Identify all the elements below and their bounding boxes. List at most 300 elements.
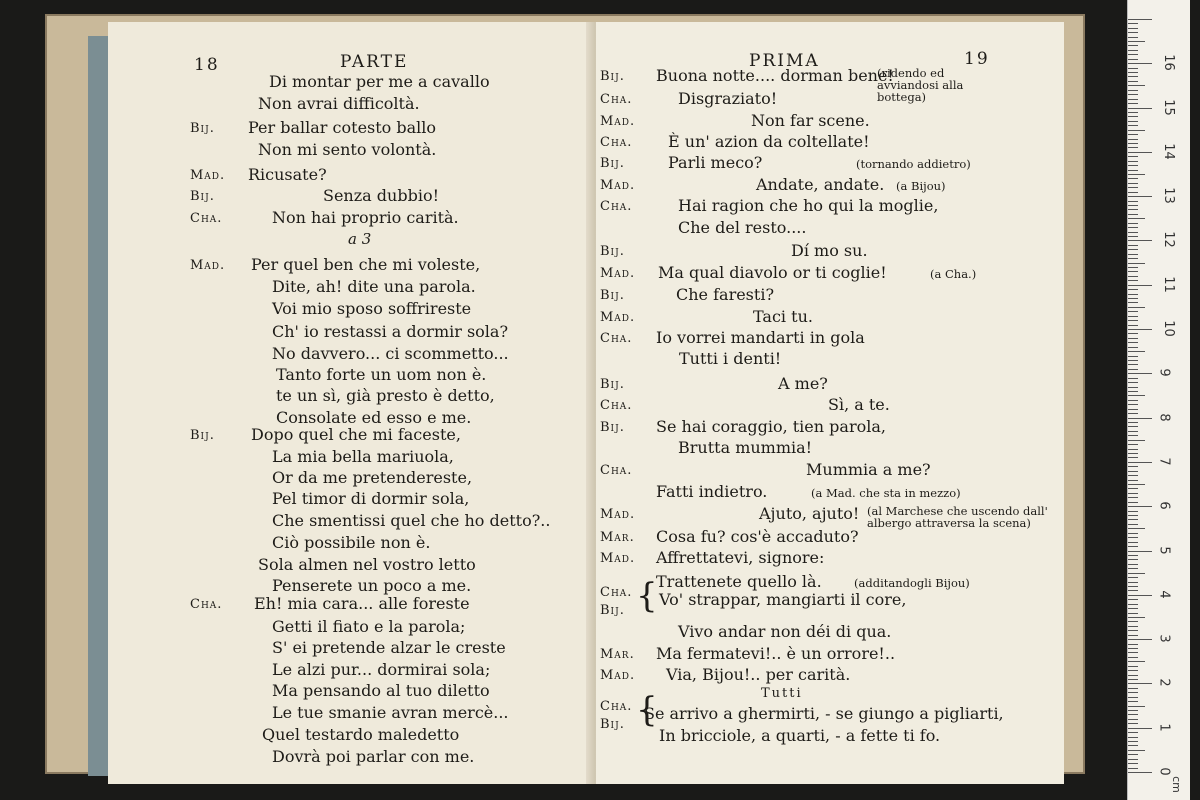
ruler-number: 7 (1156, 457, 1172, 466)
speaker-label: Cha. (600, 585, 633, 600)
verse-line: No davvero... ci scommetto... (272, 344, 509, 363)
ruler-tick (1128, 395, 1145, 396)
verse-line: Eh! mia cara... alle foreste (254, 594, 470, 613)
ruler-tick (1128, 515, 1138, 516)
ruler-tick (1128, 595, 1152, 596)
verse-line: Dopo quel che mi faceste, (251, 425, 461, 444)
speaker-label: Mad. (600, 266, 636, 281)
speaker-label: Mad. (600, 114, 636, 129)
ruler-tick (1128, 329, 1152, 330)
ruler-tick (1128, 378, 1138, 379)
ruler-tick (1128, 130, 1145, 131)
ruler-tick (1128, 54, 1138, 55)
ruler-tick (1128, 121, 1138, 122)
ruler-tick (1128, 511, 1138, 512)
ruler-tick (1128, 661, 1145, 662)
speaker-label: Mad. (600, 310, 636, 325)
ruler-tick (1128, 484, 1145, 485)
verse-line: Via, Bijou!.. per carità. (666, 665, 851, 684)
speaker-label: Mad. (190, 168, 226, 183)
ruler-tick (1128, 413, 1138, 414)
verse-line: Brutta mummia! (678, 438, 813, 457)
ruler-tick (1128, 546, 1138, 547)
ruler-tick (1128, 249, 1138, 250)
verse-line: Ma fermatevi!.. è un orrore!.. (656, 644, 896, 663)
speaker-label: Cha. (190, 211, 223, 226)
ruler-tick (1128, 28, 1138, 29)
ruler-tick (1128, 670, 1138, 671)
ruler-tick (1128, 289, 1138, 290)
verse-line: Vivo andar non déi di qua. (678, 622, 892, 641)
ruler-tick (1128, 254, 1138, 255)
book-spine-edge (88, 36, 110, 776)
ruler-tick (1128, 426, 1138, 427)
speaker-label: Cha. (600, 135, 633, 150)
stage-direction: (additandogli Bijou) (854, 576, 970, 590)
ruler-tick (1128, 165, 1138, 166)
ruler-tick (1128, 267, 1138, 268)
ruler-tick (1128, 94, 1138, 95)
ruler-tick (1128, 692, 1138, 693)
ruler-number: 16 (1160, 54, 1176, 71)
ruler-tick (1128, 72, 1138, 73)
speaker-label: Cha. (600, 463, 633, 478)
ruler-tick (1128, 626, 1138, 627)
ruler-number: 11 (1160, 275, 1176, 293)
ruler-tick (1128, 218, 1145, 219)
ruler-tick (1128, 728, 1152, 729)
speaker-label: Bij. (600, 69, 625, 84)
verse-line: Pel timor di dormir sola, (272, 489, 470, 508)
verse-line: Consolate ed esso e me. (276, 408, 472, 427)
ruler-tick (1128, 364, 1138, 365)
speaker-label: Bij. (600, 156, 625, 171)
ruler-tick (1128, 741, 1138, 742)
ruler-tick (1128, 555, 1138, 556)
stage-direction: (a Cha.) (930, 267, 977, 281)
stage-direction: (a Bijou) (896, 179, 946, 193)
speaker-label: Mad. (600, 551, 636, 566)
speaker-label: Bij. (600, 603, 625, 618)
ruler-tick (1128, 209, 1138, 210)
ruler-number: 14 (1160, 143, 1176, 160)
ruler-tick (1128, 311, 1138, 312)
ruler-tick (1128, 356, 1138, 357)
ruler-tick (1128, 444, 1138, 445)
ruler-tick (1128, 488, 1138, 489)
verse-line: Andate, andate. (756, 175, 885, 194)
verse-line: Buona notte.... dorman bene! (656, 66, 894, 85)
verse-line: Or da me pretendereste, (272, 468, 473, 487)
verse-line: A me? (778, 374, 828, 393)
verse-line: te un sì, già presto è detto, (276, 386, 495, 405)
ruler-tick (1128, 524, 1138, 525)
verse-line: Non mi sento volontà. (258, 140, 437, 159)
ruler-tick (1128, 227, 1138, 228)
ruler-tick (1128, 675, 1138, 676)
verse-line: Le alzi pur... dormirai sola; (272, 660, 491, 679)
verse-line: Di montar per me a cavallo (269, 72, 490, 91)
ruler-tick (1128, 542, 1138, 543)
ruler-tick (1128, 732, 1138, 733)
ruler-number: 8 (1156, 412, 1172, 422)
speaker-label: Mad. (600, 178, 636, 193)
verse-line: Dovrà poi parlar con me. (272, 747, 475, 766)
verse-line: S' ei pretende alzar le creste (272, 638, 506, 657)
speaker-label: Bij. (600, 420, 625, 435)
ruler-tick (1128, 223, 1138, 224)
ruler-tick (1128, 568, 1138, 569)
verse-line: È un' azion da coltellate! (668, 132, 870, 151)
ruler-tick (1128, 466, 1138, 467)
ruler-tick (1128, 772, 1152, 773)
verse-line: Ciò possibile non è. (272, 533, 431, 552)
verse-line: Ch' io restassi a dormir sola? (272, 322, 509, 341)
ruler-tick (1128, 440, 1145, 441)
ruler-tick (1128, 657, 1138, 658)
ruler-tick (1128, 431, 1138, 432)
ruler-tick (1128, 276, 1138, 277)
ruler-tick (1128, 763, 1138, 764)
ruler-tick (1128, 604, 1138, 605)
left-page-number: 18 (194, 55, 220, 75)
ruler-tick (1128, 63, 1152, 64)
ruler-tick (1128, 50, 1138, 51)
ruler-tick (1128, 161, 1138, 162)
ruler-tick (1128, 639, 1152, 640)
ruler-tick (1128, 391, 1138, 392)
left-running-head: PARTE (340, 52, 409, 72)
speaker-label: Mad. (600, 668, 636, 683)
ruler-tick (1128, 347, 1138, 348)
right-running-head: PRIMA (749, 51, 820, 71)
ruler-tick (1128, 196, 1152, 197)
right-page-number: 19 (964, 49, 990, 69)
ruler-tick (1128, 462, 1152, 463)
ruler-tick (1128, 480, 1138, 481)
ruler-tick (1128, 630, 1138, 631)
ruler-tick (1128, 68, 1138, 69)
ruler-tick (1128, 608, 1138, 609)
stage-direction: (al Marchese che uscendo dall' albergo attraversa la scena) (867, 504, 1048, 530)
ruler-tick (1128, 449, 1138, 450)
ruler-tick (1128, 170, 1138, 171)
ruler-tick (1128, 586, 1138, 587)
ruler-tick (1128, 688, 1138, 689)
ruler-tick (1128, 271, 1138, 272)
stage-direction: (ridendo ed avviandosi alla bottega) (877, 66, 964, 104)
ruler-tick (1128, 342, 1138, 343)
ruler-tick (1128, 382, 1138, 383)
speaker-label: Cha. (600, 699, 633, 714)
speaker-label: Mar. (600, 647, 635, 662)
ruler-tick (1128, 316, 1138, 317)
ruler-tick (1128, 666, 1138, 667)
verse-line: Se arrivo a ghermirti, - se giungo a pigliarti, (644, 704, 1004, 723)
ruler-number: 6 (1156, 501, 1172, 510)
ruler-tick (1128, 245, 1138, 246)
ruler-tick (1128, 559, 1138, 560)
ruler-tick (1128, 768, 1138, 769)
ruler-tick (1128, 81, 1138, 82)
verse-line: Dí mo su. (791, 241, 868, 260)
speaker-label: Cha. (600, 92, 633, 107)
verse-line: Taci tu. (753, 307, 813, 326)
ruler-tick (1128, 683, 1152, 684)
verse-line: Dite, ah! dite una parola. (272, 277, 476, 296)
ruler-tick (1128, 387, 1138, 388)
verse-line: Voi mio sposo soffrireste (272, 299, 472, 318)
speaker-label: Bij. (600, 244, 625, 259)
verse-line: Parli meco? (668, 153, 763, 172)
ruler-tick (1128, 537, 1138, 538)
ruler-tick (1128, 338, 1138, 339)
speaker-brace: { (636, 576, 658, 616)
ruler-number: 0 (1156, 767, 1172, 776)
ruler-tick (1128, 187, 1138, 188)
verse-line: Cosa fu? cos'è accaduto? (656, 527, 859, 546)
ruler-number: 2 (1156, 678, 1172, 688)
speaker-label: Mad. (600, 507, 636, 522)
verse-line: Non hai proprio carità. (272, 208, 459, 227)
ruler-number: 13 (1160, 187, 1176, 204)
verse-line: Tutti i denti! (679, 349, 782, 368)
ruler-tick (1128, 502, 1138, 503)
speaker-label: Cha. (600, 398, 633, 413)
ruler-tick (1128, 183, 1138, 184)
stage-direction: (tornando addietro) (856, 157, 971, 171)
ruler-tick (1128, 453, 1138, 454)
verse-line: Senza dubbio! (323, 186, 439, 205)
ruler-tick (1128, 59, 1138, 60)
ruler-number: 3 (1156, 634, 1172, 643)
verse-line: Quel testardo maledetto (262, 725, 460, 744)
speaker-label: Cha. (600, 331, 633, 346)
speaker-label: Cha. (190, 597, 223, 612)
ruler-tick (1128, 418, 1152, 419)
ruler-tick (1128, 422, 1138, 423)
ruler-tick (1128, 719, 1138, 720)
speaker-brace: { (636, 690, 658, 730)
ruler-tick (1128, 156, 1138, 157)
ruler-tick (1128, 613, 1138, 614)
ruler-tick (1128, 528, 1145, 529)
ruler-tick (1128, 723, 1138, 724)
verse-line: Le tue smanie avran mercè... (272, 703, 509, 722)
ruler-unit: cm (1169, 776, 1183, 793)
verse-line: Che smentissi quel che ho detto?.. (272, 511, 551, 530)
ruler-tick (1128, 564, 1138, 565)
speaker-label: Bij. (600, 288, 625, 303)
verse-line: a 3 (348, 230, 372, 248)
ruler-tick (1128, 409, 1138, 410)
verse-line: Se hai coraggio, tien parola, (656, 417, 886, 436)
speaker-label: Cha. (600, 199, 633, 214)
ruler-tick (1128, 750, 1145, 751)
verse-line: Hai ragion che ho qui la moglie, (678, 196, 939, 215)
ruler-tick (1128, 333, 1138, 334)
verse-line: Tanto forte un uom non è. (276, 365, 487, 384)
ruler-tick (1128, 143, 1138, 144)
ruler-tick (1128, 116, 1138, 117)
speaker-label: Bij. (190, 189, 215, 204)
verse-line: Getti il fiato e la parola; (272, 617, 466, 636)
right-page (596, 22, 1064, 784)
ruler-tick (1128, 294, 1138, 295)
ruler-tick (1128, 582, 1138, 583)
ruler-tick (1128, 506, 1152, 507)
verse-line: Sola almen nel vostro letto (258, 555, 476, 574)
speaker-label: Mar. (600, 530, 635, 545)
ruler-tick (1128, 23, 1138, 24)
ruler-number: 15 (1160, 98, 1176, 116)
ruler-tick (1128, 108, 1152, 109)
ruler-tick (1128, 652, 1138, 653)
ruler-tick (1128, 258, 1138, 259)
ruler-tick (1128, 617, 1145, 618)
ruler-tick (1128, 701, 1138, 702)
ruler-number: 10 (1160, 320, 1176, 337)
ruler-tick (1128, 475, 1138, 476)
ruler-tick (1128, 471, 1138, 472)
ruler-tick (1128, 147, 1138, 148)
ruler-tick (1128, 232, 1138, 233)
ruler-tick (1128, 99, 1138, 100)
ruler-tick (1128, 192, 1138, 193)
speaker-label: Bij. (190, 121, 215, 136)
verse-line: Disgraziato! (678, 89, 778, 108)
ruler-tick (1128, 280, 1138, 281)
verse-line: Non avrai difficoltà. (258, 94, 420, 113)
ruler-tick (1128, 236, 1138, 237)
ruler-tick (1128, 745, 1138, 746)
ruler-tick (1128, 90, 1138, 91)
speaker-label: Bij. (600, 377, 625, 392)
ruler-tick (1128, 214, 1138, 215)
ruler-tick (1128, 404, 1138, 405)
ruler-tick (1128, 533, 1138, 534)
ruler-tick (1128, 32, 1138, 33)
verse-line: Vo' strappar, mangiarti il core, (659, 590, 907, 609)
ruler-tick (1128, 201, 1138, 202)
verse-line: Non far scene. (751, 111, 870, 130)
ruler-tick (1128, 551, 1152, 552)
ruler-tick (1128, 679, 1138, 680)
ruler-tick (1128, 302, 1138, 303)
verse-line: Penserete un poco a me. (272, 576, 472, 595)
ruler-tick (1128, 103, 1138, 104)
ruler-tick (1128, 19, 1152, 20)
ruler-number: 9 (1156, 368, 1172, 377)
verse-line: Io vorrei mandarti in gola (656, 328, 865, 347)
verse-line: Sì, a te. (828, 395, 890, 414)
ruler-tick (1128, 644, 1138, 645)
ruler-tick (1128, 497, 1138, 498)
ruler-tick (1128, 139, 1138, 140)
ruler-tick (1128, 599, 1138, 600)
ruler-tick (1128, 307, 1145, 308)
ruler-tick (1128, 320, 1138, 321)
ruler-tick (1128, 714, 1138, 715)
ruler-tick (1128, 759, 1138, 760)
verse-line: Fatti indietro. (656, 482, 768, 501)
measurement-ruler (1127, 0, 1190, 800)
ruler-tick (1128, 573, 1145, 574)
verse-line: Per ballar cotesto ballo (248, 118, 437, 137)
ruler-tick (1128, 621, 1138, 622)
verse-line: Trattenete quello là. (656, 572, 822, 591)
ruler-tick (1128, 754, 1138, 755)
verse-line: Ma pensando al tuo diletto (272, 681, 490, 700)
verse-line: Ricusate? (248, 165, 327, 184)
ruler-tick (1128, 710, 1138, 711)
ruler-tick (1128, 45, 1138, 46)
stage-direction: (a Mad. che sta in mezzo) (811, 486, 961, 500)
ruler-tick (1128, 360, 1138, 361)
ruler-tick (1128, 373, 1152, 374)
ruler-tick (1128, 178, 1138, 179)
ruler-tick (1128, 635, 1138, 636)
ruler-tick (1128, 298, 1138, 299)
ruler-tick (1128, 697, 1138, 698)
verse-line: Che faresti? (676, 285, 775, 304)
ruler-number: 4 (1156, 590, 1172, 599)
ruler-tick (1128, 400, 1138, 401)
ruler-tick (1128, 648, 1138, 649)
ruler-tick (1128, 706, 1145, 707)
ruler-number: 5 (1156, 545, 1172, 555)
ruler-number: 1 (1156, 723, 1172, 732)
ruler-tick (1128, 325, 1138, 326)
ruler-tick (1128, 577, 1138, 578)
verse-line: La mia bella mariuola, (272, 447, 454, 466)
ruler-tick (1128, 152, 1152, 153)
ruler-tick (1128, 369, 1138, 370)
ruler-tick (1128, 457, 1138, 458)
ruler-tick (1128, 351, 1145, 352)
verse-line: Ajuto, ajuto! (759, 504, 860, 523)
verse-line: Che del resto.... (678, 218, 807, 237)
verse-line: Ma qual diavolo or ti coglie! (658, 263, 887, 282)
ruler-tick (1128, 590, 1138, 591)
ruler-number: 12 (1160, 231, 1176, 249)
ruler-tick (1128, 174, 1145, 175)
verse-line: Mummia a me? (806, 460, 931, 479)
ruler-tick (1128, 85, 1145, 86)
ruler-tick (1128, 134, 1138, 135)
ruler-tick (1128, 205, 1138, 206)
speaker-label: Bij. (600, 717, 625, 732)
ruler-tick (1128, 493, 1138, 494)
ruler-tick (1128, 519, 1138, 520)
speaker-label: Bij. (190, 428, 215, 443)
speaker-label: Mad. (190, 258, 226, 273)
verse-line: Tutti (761, 686, 803, 701)
ruler-tick (1128, 240, 1152, 241)
ruler-tick (1128, 37, 1138, 38)
verse-line: Per quel ben che mi voleste, (251, 255, 481, 274)
ruler-tick (1128, 285, 1152, 286)
ruler-tick (1128, 737, 1138, 738)
ruler-tick (1128, 112, 1138, 113)
ruler-tick (1128, 76, 1138, 77)
ruler-tick (1128, 263, 1145, 264)
verse-line: In bricciole, a quarti, - a fette ti fo. (659, 726, 941, 745)
ruler-tick (1128, 435, 1138, 436)
ruler-tick (1128, 41, 1145, 42)
verse-line: Affrettatevi, signore: (656, 548, 825, 567)
ruler-tick (1128, 125, 1138, 126)
